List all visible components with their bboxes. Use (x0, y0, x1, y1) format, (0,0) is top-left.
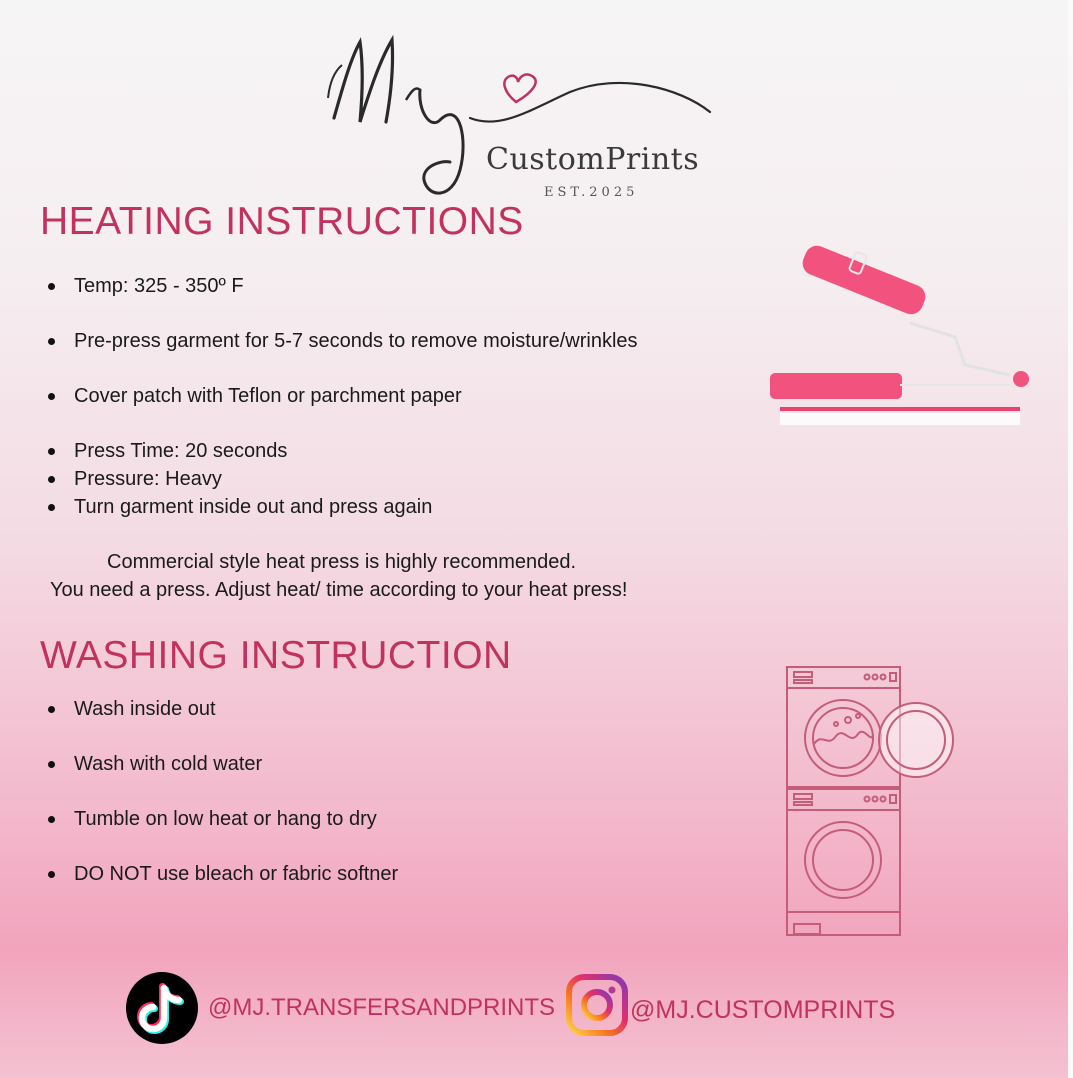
heating-item-temp (48, 274, 244, 298)
tiktok-handle: @MJ.TRANSFERSANDPRINTS (208, 994, 556, 1021)
list-item-text: Press Time: 20 seconds (74, 440, 288, 462)
heating-instructions-title: HEATING INSTRUCTIONS (40, 200, 524, 243)
washing-item-tumble (48, 807, 377, 831)
list-item-text: Wash with cold water (74, 753, 263, 775)
washing-item-cold-water (48, 752, 263, 776)
heating-item-pressure (48, 467, 222, 491)
heating-item-cover (48, 384, 462, 408)
instagram-icon (566, 972, 628, 1038)
page-edge (1068, 0, 1073, 1078)
heating-item-press-time (48, 439, 288, 463)
washing-item-inside-out (48, 697, 216, 721)
press-recommendation-note: Commercial style heat press is highly recommended. (107, 551, 577, 573)
heating-item-turn (48, 495, 433, 519)
washer-dryer-illustration (782, 662, 962, 942)
washing-instruction-title: WASHING INSTRUCTION (40, 634, 512, 677)
heating-item-prepress (48, 329, 638, 353)
brand-logo (320, 30, 720, 205)
logo-monogram-artwork (320, 30, 720, 205)
list-item-text: Pre-press garment for 5-7 seconds to remove moisture/wrinkles (74, 330, 638, 352)
list-item-text: Turn garment inside out and press again (74, 496, 433, 518)
list-item-text: Pressure: Heavy (74, 468, 222, 490)
press-adjust-note: You need a press. Adjust heat/ time according to your heat press! (50, 579, 628, 601)
tiktok-icon (126, 972, 198, 1044)
heat-press-illustration (760, 245, 1040, 435)
washing-item-no-bleach (48, 862, 399, 886)
list-item-text: Cover patch with Teflon or parchment paper (74, 385, 462, 407)
list-item-text: DO NOT use bleach or fabric softner (74, 863, 399, 885)
logo-established: EST.2025 (544, 185, 639, 200)
list-item-text: Tumble on low heat or hang to dry (74, 808, 377, 830)
list-item-text: Wash inside out (74, 698, 216, 720)
logo-wordmark: CustomPrints (486, 142, 700, 177)
instagram-handle: @MJ.CUSTOMPRINTS (630, 996, 896, 1024)
list-item-text: Temp: 325 - 350º F (74, 275, 244, 297)
